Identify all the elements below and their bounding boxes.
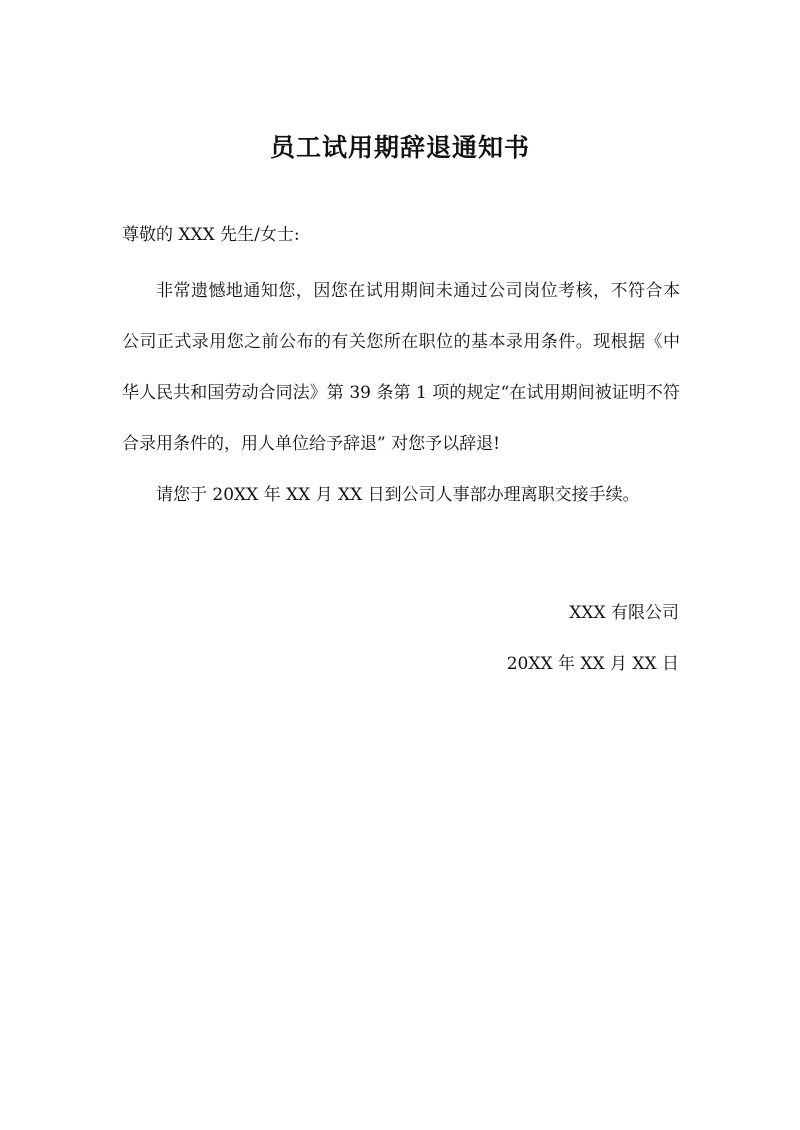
signature-company: XXX 有限公司 [569, 603, 679, 623]
signature-date: 20XX 年 XX 月 XX 日 [506, 654, 679, 674]
letter-body [122, 266, 680, 521]
document-title: 员工试用期辞退通知书 [269, 133, 530, 162]
signature-block [507, 588, 679, 690]
body-paragraph-dismissal: 非常遗憾地通知您，因您在试用期间未通过公司岗位考核，不符合本公司正式录用您之前公布的有关您所在职位的基本录用条件。现根据《中华人民共和国劳动合同法》第 39 条第 1 项的规定“在试用期间被证明不符合录用条件的，用人单位给予辞退” 对您予以辞退! [122, 281, 680, 454]
salutation: 尊敬的 XXX 先生/女士: [122, 225, 300, 245]
body-paragraph-handover: 请您于 20XX 年 XX 月 XX 日到公司人事部办理离职交接手续。 [156, 485, 640, 505]
